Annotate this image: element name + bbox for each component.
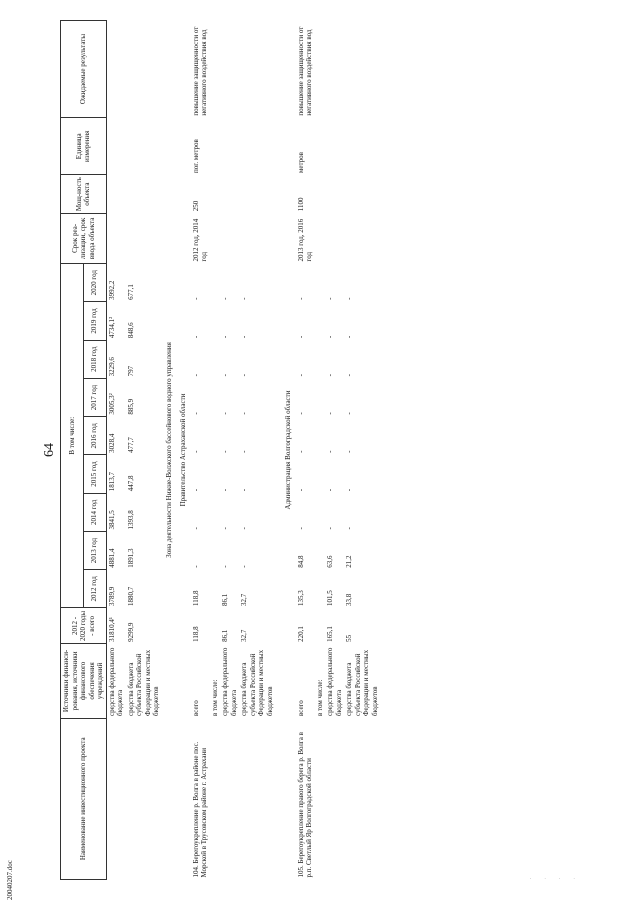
year-value-cell: - [221,450,229,453]
source-cell: в том числе: [315,679,324,717]
project-name-cell [210,718,221,879]
year-value-cell: - [345,527,353,530]
unit-cell [325,118,344,175]
table-row [325,21,344,880]
year-value-cell: 135,3 [296,590,305,606]
year-value-cell: - [191,412,200,415]
unit-cell: метров [296,152,305,173]
year-value-cell: 1393,8 [126,510,135,530]
project-name-cell [344,718,380,879]
source-cell: средства бюджета субъекта Российской Федерации и местных бюджетов [240,649,274,717]
project-name-cell [239,718,275,879]
year-value-cell: 1813,7 [107,471,116,492]
header-name: Наименование инвестиционного проекта [61,718,107,879]
project-name-cell [315,718,326,879]
year-value-cell: 4734,1² [107,316,116,339]
source-cell: в том числе: [210,679,219,717]
year-value-cell: 84,8 [296,555,305,568]
year-value-cell [315,378,326,416]
investment-projects-table [60,20,386,880]
year-value-cell: - [326,450,334,453]
capacity-cell [239,175,275,213]
year-value-cell: - [240,335,248,339]
unit-cell [220,118,239,175]
year-value-cell [210,493,221,531]
table-row [106,21,126,880]
year-value-cell: 32,7 [240,593,248,606]
header-sources: Источники финанси-рования, источники финансового обеспечения учреждений [61,644,107,718]
capacity-cell [220,175,239,213]
year-value-cell: - [221,374,229,377]
year-value-cell: - [345,374,353,377]
year-value-cell [315,340,326,378]
capacity-cell: 1100 [296,197,305,212]
year-value-cell: - [296,335,305,339]
capacity-cell [315,175,326,213]
year-value-cell: - [191,450,200,453]
table-row [296,21,315,880]
total-cell [315,608,326,644]
header-result: Ожидаемые результаты [61,21,107,118]
rotated-table-wrapper [60,20,630,880]
year-value-cell: - [296,527,305,530]
source-cell: всего [191,700,200,717]
source-cell: средства федерального бюджета [107,647,124,717]
year-value-cell [210,340,221,378]
header-year: 2016 год [83,417,106,455]
header-year: 2014 год [83,493,106,531]
zone-title: Зона деятельности Нижне-Волжского бассейнового водного управления [164,342,173,558]
year-value-cell: 101,5 [326,590,334,606]
year-value-cell [210,264,221,302]
capacity-cell [344,175,380,213]
year-value-cell [210,455,221,493]
project-name-cell [296,718,315,879]
year-value-cell: 848,6 [126,322,135,339]
year-value-cell: 3028,4 [107,433,116,453]
total-cell [210,608,221,644]
year-value-cell: - [221,488,229,492]
unit-cell: пог. метров [191,139,200,173]
header-year: 2020 год [83,264,106,302]
header-year: 2018 год [83,340,106,378]
header-year: 2012 год [83,570,106,608]
year-value-cell: - [191,335,200,339]
total-cell: 220,1 [296,626,305,642]
year-value-cell: - [191,565,200,568]
term-cell [239,213,275,263]
source-cell: всего [296,700,305,717]
project-name: Берегоукрепление р. Волга в районе пос. Морской в Трусовском районе г. Астрахани [191,741,208,878]
year-value-cell: 3789,9 [107,586,116,606]
result-cell [344,21,380,118]
year-value-cell: 3992,2 [107,280,116,300]
term-cell [325,213,344,263]
total-cell: 86,1 [221,629,229,642]
result-cell [220,21,239,118]
year-value-cell: - [240,565,248,568]
project-name-cell [126,718,162,879]
year-value-cell: - [221,297,229,300]
year-value-cell: - [296,488,305,492]
year-value-cell: - [345,335,353,339]
capacity-cell: 250 [191,200,200,212]
term-cell: 2012 год, 2014 год [191,218,208,262]
result-cell: повышение защищенности от негативного воздействия вод [296,26,313,116]
term-cell [210,213,221,263]
term-cell [106,213,126,263]
result-cell [106,21,126,118]
result-cell [126,21,162,118]
year-value-cell: - [345,488,353,492]
year-value-cell: - [240,450,248,453]
year-value-cell: - [296,450,305,453]
source-cell: средства федерального бюджета [221,647,238,717]
table-header [61,21,107,880]
year-value-cell: - [345,450,353,453]
table-row [210,21,221,880]
project-name-cell [220,718,239,879]
year-value-cell [315,455,326,493]
row-gap [380,21,386,880]
agency-title: Правительство Астраханской области [179,393,187,507]
year-value-cell: - [345,297,353,300]
header-term: Срок реа-лизации, срок ввода объекта [61,213,107,263]
year-value-cell: 3005,3² [107,393,116,415]
year-value-cell: 1880,7 [126,586,135,606]
result-cell [315,21,326,118]
unit-cell [239,118,275,175]
term-cell [315,213,326,263]
year-value-cell [210,570,221,608]
result-cell [325,21,344,118]
unit-cell [106,118,126,175]
header-year: 2013 год [83,531,106,569]
result-cell [210,21,221,118]
header-incl: В том числе: [61,264,84,608]
year-value-cell: 1891,3 [126,548,135,568]
table-row [220,21,239,880]
result-cell [239,21,275,118]
year-value-cell: - [326,488,334,492]
total-cell: 165,1 [326,626,334,642]
total-cell: 32,7 [240,629,248,642]
agency-row [176,21,191,880]
project-number: 105. [296,865,305,878]
year-value-cell: - [240,527,248,530]
table-row [344,21,380,880]
year-value-cell [315,493,326,531]
unit-cell [210,118,221,175]
result-cell: повышение защищенности от негативного воздействия вод [191,26,208,116]
source-cell: средства бюджета субъекта Российской Федерации и местных бюджетов [126,649,160,717]
year-value-cell: 4881,4 [107,548,116,568]
total-cell: 118,8 [191,626,200,642]
header-year: 2019 год [83,302,106,340]
year-value-cell [315,531,326,569]
project-name-cell [106,718,126,879]
source-cell: средства федерального бюджета [326,647,343,717]
year-value-cell: 63,6 [326,555,334,568]
capacity-cell [126,175,162,213]
table-row [126,21,162,880]
year-value-cell: - [221,412,229,415]
year-value-cell: - [221,527,229,530]
header-year: 2015 год [83,455,106,493]
year-value-cell: 33,8 [345,593,353,606]
year-value-cell: - [326,297,334,300]
year-value-cell: - [240,374,248,377]
capacity-cell [210,175,221,213]
year-value-cell: 3229,6 [107,357,116,377]
year-value-cell: 118,8 [191,590,200,606]
total-cell: 55 [345,634,353,642]
year-value-cell: - [296,297,305,300]
year-value-cell: 885,9 [126,398,135,415]
footer-filename: 20040207.doc [6,860,14,900]
year-value-cell: - [326,374,334,377]
year-value-cell: - [326,335,334,339]
year-value-cell: 3841,5 [107,510,116,530]
capacity-cell [106,175,126,213]
gap-cell [380,21,386,880]
header-total: 2012 - 2020 годы - всего [61,608,107,644]
year-value-cell [210,302,221,340]
year-value-cell [210,531,221,569]
header-year: 2017 год [83,378,106,416]
scan-specks: . . . . [530,876,581,881]
year-value-cell: 21,2 [345,555,353,568]
unit-cell [344,118,380,175]
year-value-cell: 86,1 [221,593,229,606]
year-value-cell: - [191,488,200,492]
page-number: 64 [42,443,57,457]
header-unit: Единица измерения [61,118,107,175]
year-value-cell: - [240,412,248,415]
year-value-cell: 797 [126,365,135,377]
term-cell: 2013 год, 2016 год [296,218,313,262]
agency-row [281,21,296,880]
source-cell: средства бюджета субъекта Российской Федерации и местных бюджетов [345,649,379,717]
total-cell: 31810,4¹ [107,617,116,642]
table-row [315,21,326,880]
year-value-cell: - [326,527,334,530]
year-value-cell: - [296,374,305,377]
year-value-cell: - [191,527,200,530]
term-cell [344,213,380,263]
year-value-cell: - [326,412,334,415]
agency-title: Администрация Волгоградской области [284,390,292,510]
year-value-cell: - [221,565,229,568]
capacity-cell [325,175,344,213]
project-name-cell [325,718,344,879]
year-value-cell: 477,7 [126,437,135,453]
year-value-cell: 447,8 [126,475,135,492]
header-capacity: Мощ-ность объекта [61,175,107,213]
total-cell: 9299,9 [126,622,135,642]
year-value-cell [210,378,221,416]
term-cell [220,213,239,263]
project-name-cell [191,718,210,879]
table-row [191,21,210,880]
year-value-cell: - [240,488,248,492]
year-value-cell [315,417,326,455]
year-value-cell [315,570,326,608]
project-number: 104. [191,865,200,878]
year-value-cell: - [296,412,305,415]
table-row [239,21,275,880]
year-value-cell: - [345,412,353,415]
zone-title-row [162,21,177,880]
year-value-cell: 677,1 [126,284,135,300]
unit-cell [315,118,326,175]
term-cell [126,213,162,263]
unit-cell [126,118,162,175]
year-value-cell: - [221,335,229,339]
year-value-cell [315,302,326,340]
year-value-cell [315,264,326,302]
year-value-cell: - [191,374,200,377]
year-value-cell: - [191,297,200,300]
year-value-cell [210,417,221,455]
project-name: Берегоукрепление правого берега р. Волга в р.п. Светлый Яр Волгоградской области [296,732,313,878]
year-value-cell: - [240,297,248,300]
